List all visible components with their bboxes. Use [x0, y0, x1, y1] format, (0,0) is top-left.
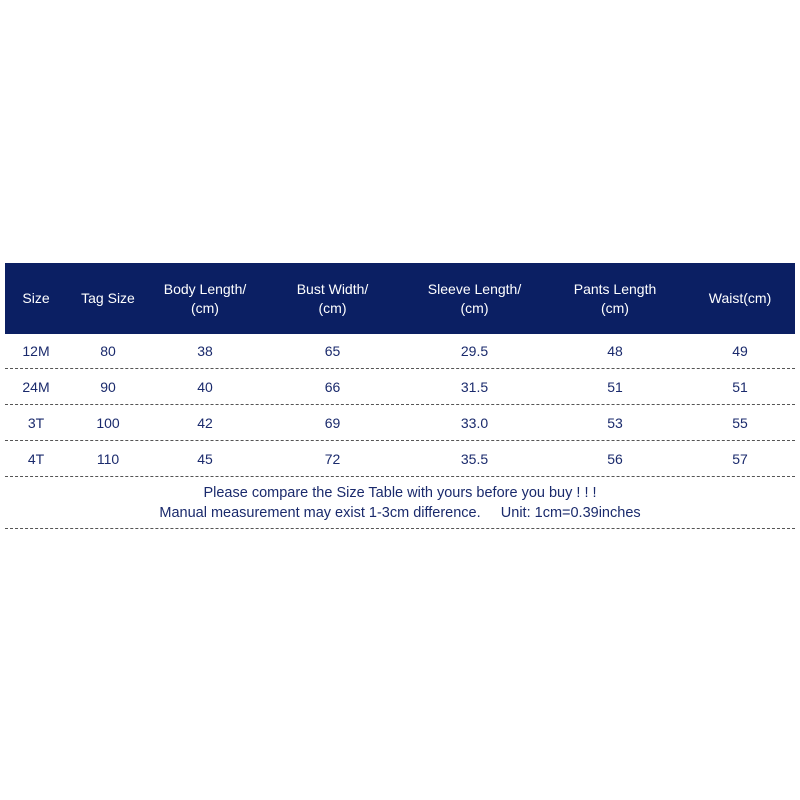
- cell-tag-size: 110: [96, 450, 120, 467]
- header-unit: (cm): [318, 299, 347, 316]
- compare-note: Please compare the Size Table with yours before you buy ! ! !: [203, 485, 597, 501]
- header-label: Tag Size: [81, 290, 135, 306]
- header-label: Waist(cm): [708, 290, 772, 306]
- header-unit: (cm): [190, 299, 219, 316]
- size-note: [5, 477, 795, 529]
- header-label: Size: [22, 290, 50, 306]
- header-label: Bust Width/: [296, 280, 369, 297]
- table-row: [5, 369, 795, 405]
- cell-sleeve-length: 31.5: [460, 378, 489, 395]
- cell-body-length: 40: [197, 378, 213, 395]
- header-unit: (cm): [460, 299, 489, 316]
- header-label: Body Length/: [163, 280, 247, 297]
- header-bust-width: [261, 263, 404, 334]
- table-row: [5, 405, 795, 441]
- cell-size: 3T: [27, 414, 45, 431]
- cell-waist: 49: [732, 343, 748, 359]
- cell-waist: 57: [732, 450, 748, 467]
- cell-waist: 51: [732, 378, 748, 395]
- cell-tag-size: 100: [96, 414, 120, 431]
- cell-size: 4T: [27, 450, 45, 467]
- cell-bust-width: 65: [324, 343, 341, 359]
- table-row: [5, 334, 795, 369]
- cell-body-length: 45: [197, 450, 213, 467]
- cell-bust-width: 66: [324, 378, 341, 395]
- cell-waist: 55: [732, 414, 748, 431]
- cell-sleeve-length: 29.5: [460, 343, 489, 359]
- cell-size: 24M: [22, 378, 50, 395]
- header-body-length: [149, 263, 261, 334]
- header-label: Sleeve Length/: [427, 280, 522, 297]
- cell-sleeve-length: 33.0: [460, 414, 489, 431]
- cell-pants-length: 51: [607, 378, 623, 395]
- measurement-note: Manual measurement may exist 1-3cm difference. Unit: 1cm=0.39inches: [159, 505, 641, 521]
- cell-tag-size: 80: [100, 343, 116, 359]
- header-label: Pants Length: [573, 280, 657, 297]
- cell-tag-size: 90: [100, 378, 116, 395]
- cell-bust-width: 69: [324, 414, 341, 431]
- table-header: [5, 263, 795, 334]
- header-pants-length: [545, 263, 685, 334]
- cell-body-length: 38: [197, 343, 213, 359]
- cell-pants-length: 56: [607, 450, 623, 467]
- cell-pants-length: 48: [607, 343, 623, 359]
- header-waist: [685, 263, 795, 334]
- cell-pants-length: 53: [607, 414, 623, 431]
- table-row: [5, 441, 795, 477]
- size-table: [5, 263, 795, 529]
- cell-body-length: 42: [197, 414, 213, 431]
- header-unit: (cm): [600, 299, 629, 316]
- cell-sleeve-length: 35.5: [460, 450, 489, 467]
- cell-size: 12M: [22, 343, 50, 359]
- header-tag-size: [67, 263, 149, 334]
- header-size: [5, 263, 67, 334]
- header-sleeve-length: [404, 263, 545, 334]
- cell-bust-width: 72: [324, 450, 341, 467]
